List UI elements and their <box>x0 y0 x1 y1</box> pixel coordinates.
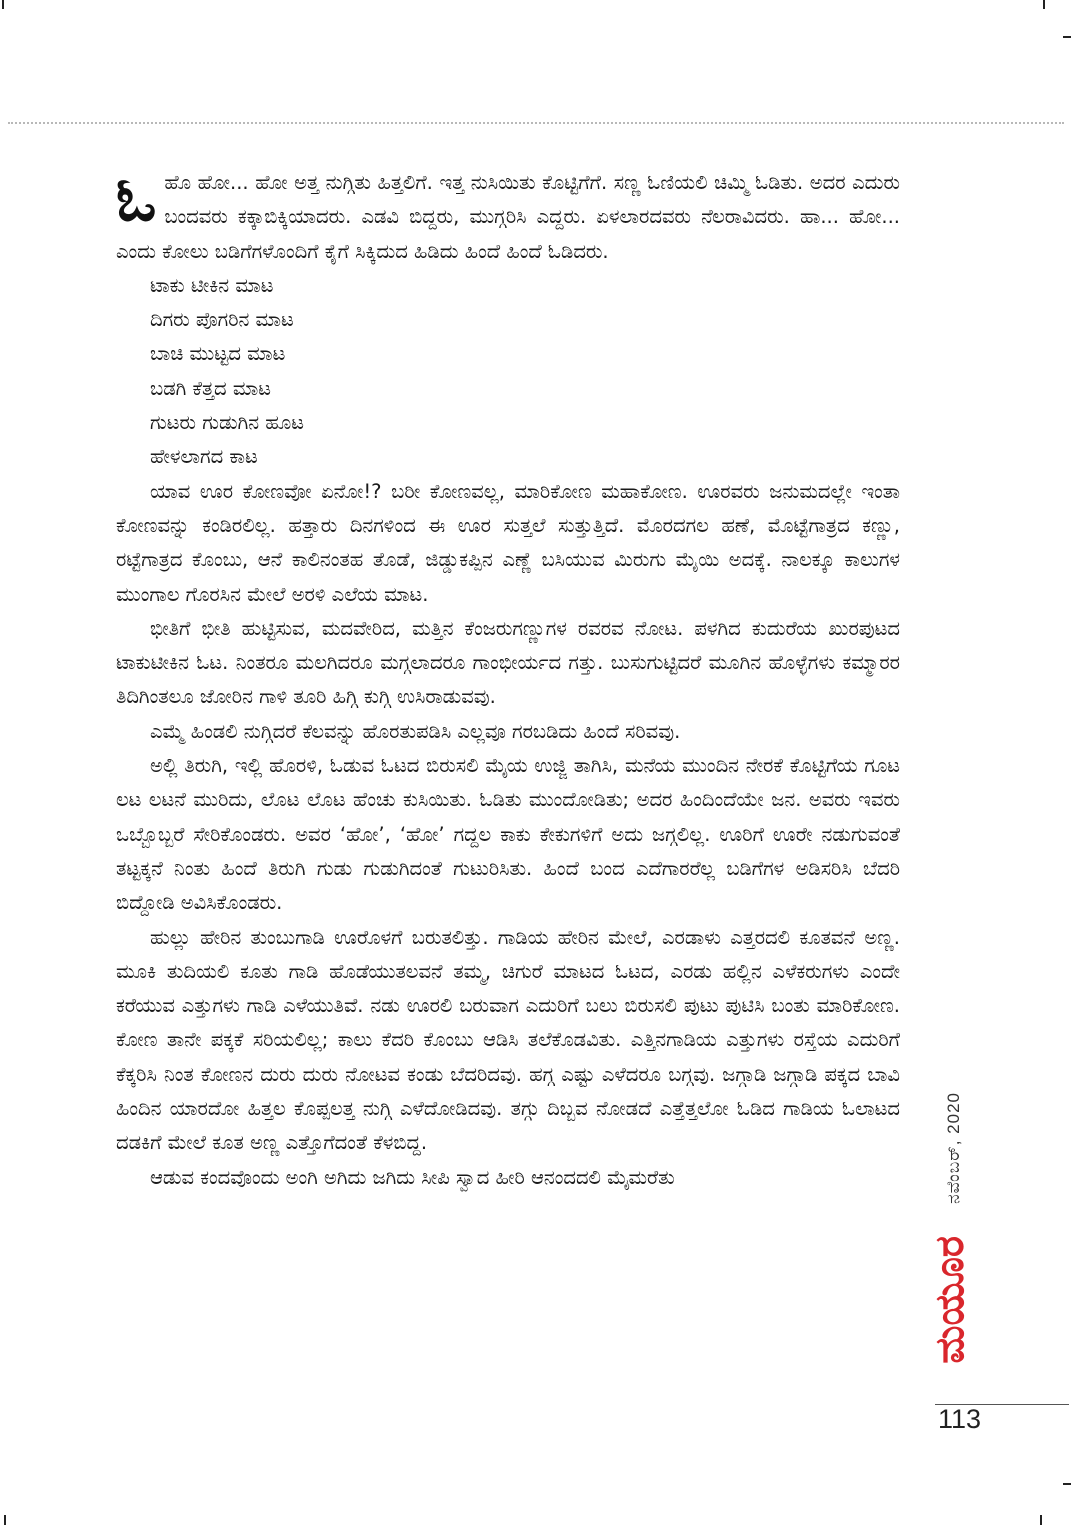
crop-mark-right-lower <box>1063 1483 1071 1485</box>
article-body <box>116 166 900 1195</box>
paragraph: ಯಾವ ಊರ ಕೋಣವೋ ಏನೋ!? ಬರೀ ಕೋಣವಲ್ಲ, ಮಾರಿಕೋಣ ಮಹಾಕೋಣ. ಊರವರು ಜನುಮದಲ್ಲೇ ಇಂತಾ ಕೋಣವನ್ನು ಕಂಡಿರಲಿಲ್ಲ. ಹತ್ತಾರು ದಿನಗಳಿಂದ ಈ ಊರ ಸುತ್ತಲೆ ಸುತ್ತುತ್ತಿದೆ. ಮೊರದಗಲ ಹಣೆ, ಮೊಟ್ಟೆಗಾತ್ರದ ಕಣ್ಣು, ರಟ್ಟೆಗಾತ್ರದ ಕೊಂಬು, ಆನೆ ಕಾಲಿನಂತಹ ತೊಡೆ, ಜಿಡ್ಡುಕಪ್ಪಿನ ಎಣ್ಣೆ ಬಸಿಯುವ ಮಿರುಗು ಮೈಯಿ ಅದಕ್ಕೆ. ನಾಲಕ್ಕೂ ಕಾಲುಗಳ ಮುಂಗಾಲ ಗೊರಸಿನ ಮೇಲೆ ಅರಳಿ ಎಲೆಯ ಮಾಟ. <box>116 479 900 606</box>
header-dotted-rule <box>8 122 1064 124</box>
verse-line: ಟಾಕು ಟೀಕಿನ ಮಾಟ <box>150 273 274 297</box>
first-paragraph-text: ಹೊ ಹೋ... ಹೋ ಅತ್ತ ನುಗ್ಗಿತು ಹಿತ್ತಲಿಗೆ. ಇತ್ತ ನುಸಿಯಿತು ಕೊಟ್ಟಿಗೆಗೆ. ಸಣ್ಣ ಓಣಿಯಲಿ ಚಿಮ್ಮಿ ಓಡಿತು. ಅದರ ಎದುರು ಬಂದವರು ಕಕ್ಕಾಬಿಕ್ಕಿಯಾದರು. ಎಡವಿ ಬಿದ್ದರು, ಮುಗ್ಗರಿಸಿ ಎದ್ದರು. ಏಳಲಾರದವರು ನೆಲರಾವಿದರು. ಹಾ... ಹೋ... ಎಂದು ಕೋಲು ಬಡಿಗೆಗಳೊಂದಿಗೆ ಕೈಗೆ ಸಿಕ್ಕಿದುದ ಹಿಡಿದು ಹಿಂದೆ ಹಿಂದೆ ಓಡಿದರು. <box>116 171 900 263</box>
crop-mark-right-upper <box>1063 36 1071 38</box>
crop-mark-top-left <box>2 0 4 9</box>
drop-cap: ಓ <box>116 165 157 235</box>
crop-mark-top-right <box>1043 0 1045 9</box>
paragraph: ಎಮ್ಮೆ ಹಿಂಡಲಿ ನುಗ್ಗಿದರೆ ಕೆಲವನ್ನು ಹೊರತುಪಡಿಸಿ ಎಲ್ಲವೂ ಗರಬಡಿದು ಹಿಂದೆ ಸರಿವವು. <box>150 719 681 743</box>
verse-line: ಬಡಗಿ ಕೆತ್ತದ ಮಾಟ <box>150 376 271 400</box>
paragraph: ಭೀತಿಗೆ ಭೀತಿ ಹುಟ್ಟಿಸುವ, ಮದವೇರಿದ, ಮತ್ತಿನ ಕೆಂಜರುಗಣ್ಣುಗಳ ರವರವ ನೋಟ. ಪಳಗಿದ ಕುದುರೆಯ ಖುರಪುಟದ ಟಾಕುಟೀಕಿನ ಓಟ. ನಿಂತರೂ ಮಲಗಿದರೂ ಮಗ್ಗಲಾದರೂ ಗಾಂಭೀರ್ಯದ ಗತ್ತು. ಬುಸುಗುಟ್ಟಿದರೆ ಮೂಗಿನ ಹೊಳ್ಳೆಗಳು ಕಮ್ಮಾರರ ತಿದಿಗಿಂತಲೂ ಜೋರಿನ ಗಾಳಿ ತೂರಿ ಹಿಗ್ಗಿ ಕುಗ್ಗಿ ಉಸಿರಾಡುವವು. <box>116 616 900 709</box>
paragraph: ಹುಲ್ಲು ಹೇರಿನ ತುಂಬುಗಾಡಿ ಊರೊಳಗೆ ಬರುತಲಿತ್ತು. ಗಾಡಿಯ ಹೇರಿನ ಮೇಲೆ, ಎರಡಾಳು ಎತ್ತರದಲಿ ಕೂತವನೆ ಅಣ್ಣ. ಮೂಕಿ ತುದಿಯಲಿ ಕೂತು ಗಾಡಿ ಹೊಡೆಯುತಲವನೆ ತಮ್ಮ, ಚಿಗುರೆ ಮಾಟದ ಓಟದ, ಎರಡು ಹಲ್ಲಿನ ಎಳೆಕರುಗಳು ಎಂದೇ ಕರೆಯುವ ಎತ್ತುಗಳು ಗಾಡಿ ಎಳೆಯುತಿವೆ. ನಡು ಊರಲಿ ಬರುವಾಗ ಎದುರಿಗೆ ಬಲು ಬಿರುಸಲಿ ಪುಟು ಪುಟಿಸಿ ಬಂತು ಮಾರಿಕೋಣ. ಕೋಣ ತಾನೇ ಪಕ್ಕಕೆ ಸರಿಯಲಿಲ್ಲ; ಕಾಲು ಕೆದರಿ ಕೊಂಬು ಆಡಿಸಿ ತಲೆಕೊಡವಿತು. ಎತ್ತಿನಗಾಡಿಯ ಎತ್ತುಗಳು ರಸ್ತೆಯ ಎದುರಿಗೆ ಕೆಕ್ಕರಿಸಿ ನಿಂತ ಕೋಣನ ದುರು ದುರು ನೋಟವ ಕಂಡು ಬೆದರಿದವು. ಹಗ್ಗ ಎಷ್ಟು ಎಳೆದರೂ ಬಗ್ಗವು. ಜಗ್ಗಾಡಿ ಜಗ್ಗಾಡಿ ಪಕ್ಕದ ಬಾವಿ ಹಿಂದಿನ ಯಾರದೋ ಹಿತ್ತಲ ಕೊಪ್ಪಲತ್ತ ನುಗ್ಗಿ ಎಳೆದೋಡಿದವು. ತಗ್ಗು ದಿಬ್ಬವ ನೋಡದೆ ಎತ್ತೆತ್ತಲೋ ಓಡಿದ ಗಾಡಿಯ ಓಲಾಟದ ದಡಕಿಗೆ ಮೇಲೆ ಕೂತ ಅಣ್ಣ ಎತ್ತೊಗೆದಂತೆ ಕೆಳಬಿದ್ದ. <box>116 925 900 1155</box>
first-paragraph <box>116 166 900 269</box>
verse-line: ಬಾಚಿ ಮುಟ್ಟದ ಮಾಟ <box>150 342 286 366</box>
verse-line: ದಿಗರು ಪೊಗರಿನ ಮಾಟ <box>150 308 294 332</box>
magazine-logo: ಮಯೂರ <box>927 1236 973 1364</box>
page-number: 113 <box>938 1404 982 1434</box>
verse-line: ಹೇಳಲಾಗದ ಕಾಟ <box>150 445 258 469</box>
paragraph: ಆಡುವ ಕಂದವೊಂದು ಅಂಗಿ ಅಗಿದು ಜಗಿದು ಸೀಪಿ ಸ್ವಾದ ಹೀರಿ ಆನಂದದಲಿ ಮೈಮರೆತು <box>150 1165 675 1189</box>
verse-block <box>116 269 900 475</box>
verse-line: ಗುಟರು ಗುಡುಗಿನ ಹೂಟ <box>150 411 304 435</box>
crop-mark-bottom-left <box>4 1515 6 1525</box>
crop-mark-bottom-right <box>1040 1515 1042 1525</box>
issue-date: ನವೆಂಬರ್, 2020 <box>944 1092 963 1204</box>
paragraph: ಅಲ್ಲಿ ತಿರುಗಿ, ಇಲ್ಲಿ ಹೊರಳಿ, ಓಡುವ ಓಟದ ಬಿರುಸಲಿ ಮೈಯ ಉಜ್ಜಿ ತಾಗಿಸಿ, ಮನೆಯ ಮುಂದಿನ ನೇರಕೆ ಕೊಟ್ಟಿಗೆಯ ಗೂಟ ಲಟ ಲಟನೆ ಮುರಿದು, ಲೊಟ ಲೊಟ ಹೆಂಚು ಕುಸಿಯಿತು. ಓಡಿತು ಮುಂದೋಡಿತು; ಅದರ ಹಿಂದಿಂದೆಯೇ ಜನ. ಅವರು ಇವರು ಒಬ್ಬೊಬ್ಬರೆ ಸೇರಿಕೊಂಡರು. ಅವರ ‘ಹೋ’, ‘ಹೋ’ ಗದ್ದಲ ಕಾಕು ಕೇಕುಗಳಿಗೆ ಅದು ಜಗ್ಗಲಿಲ್ಲ. ಊರಿಗೆ ಊರೇ ನಡುಗುವಂತೆ ತಟ್ಟಕ್ಕನೆ ನಿಂತು ಹಿಂದೆ ತಿರುಗಿ ಗುಡು ಗುಡುಗಿದಂತೆ ಗುಟುರಿಸಿತು. ಹಿಂದೆ ಬಂದ ಎದೆಗಾರರೆಲ್ಲ ಬಡಿಗೆಗಳ ಅಡಿಸರಿಸಿ ಬೆದರಿ ಬಿದ್ದೋಡಿ ಅವಿಸಿಕೊಂಡರು. <box>116 754 900 915</box>
